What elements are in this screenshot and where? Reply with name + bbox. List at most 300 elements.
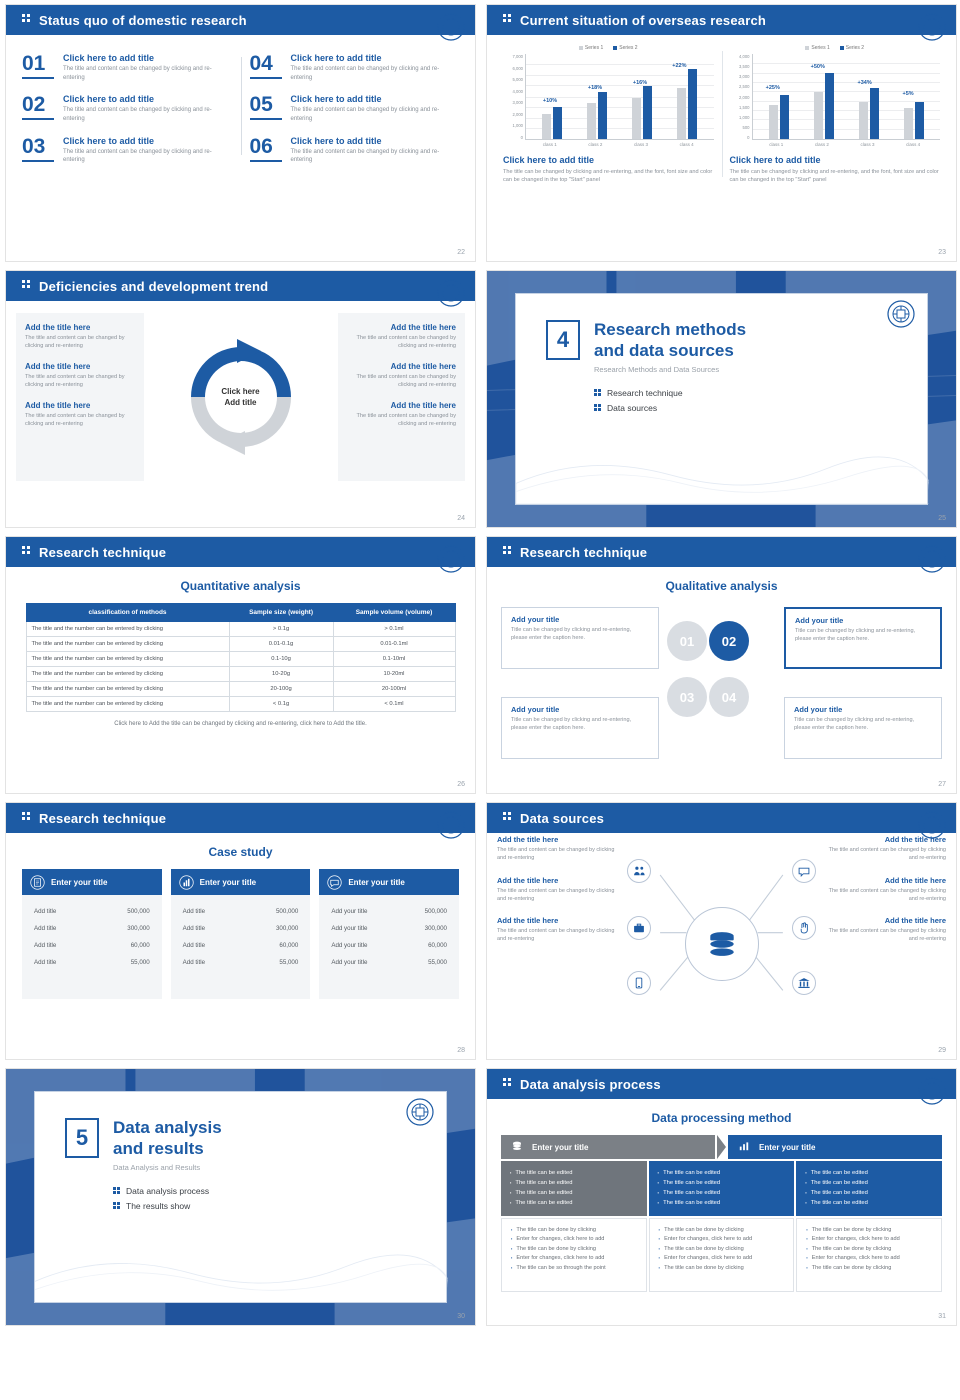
chart-icon <box>179 875 194 890</box>
bullet-item[interactable] <box>594 388 897 398</box>
y-tick: 500 <box>742 124 750 130</box>
text-block[interactable] <box>25 401 135 429</box>
slide-header <box>6 271 475 301</box>
bullet-dots-icon <box>594 404 601 412</box>
circle-number: 02 <box>721 633 737 649</box>
column-header: Sample size (weight) <box>229 604 333 622</box>
slide-26 <box>5 536 476 794</box>
y-tick: 2,500 <box>739 84 750 90</box>
chart-caption <box>503 155 714 185</box>
hand-icon[interactable] <box>792 916 816 940</box>
x-axis <box>503 140 714 147</box>
list-item[interactable] <box>22 94 232 123</box>
item-title: Add the title here <box>884 916 946 925</box>
text-block[interactable] <box>347 401 457 429</box>
cell: The title and the number can be entered by clicking <box>26 652 229 667</box>
list-item: ▪ The title can be edited <box>805 1178 933 1188</box>
people-icon[interactable] <box>627 859 651 883</box>
chat-icon <box>327 875 342 890</box>
chart-left <box>495 45 722 185</box>
left-column <box>16 313 144 481</box>
legend-label: Series 1 <box>811 45 830 51</box>
cycle-ring-graphic <box>177 333 305 461</box>
item-number: 01 <box>22 53 54 79</box>
block-desc: The title and content can be changed by clicking and re-entering <box>356 412 456 427</box>
step-circle-01[interactable] <box>667 621 707 661</box>
card-row <box>181 937 301 954</box>
box-title: Add your title <box>511 705 560 714</box>
card-row <box>329 920 449 937</box>
list-item: ▪ The title can be done by clicking <box>511 1245 637 1255</box>
y-axis <box>730 54 752 140</box>
caption-desc: The title can be changed by clicking and re-entering, and the font, font size and color can be changed in the top "Start" panel <box>503 169 713 184</box>
page-number: 29 <box>938 1047 946 1054</box>
page-title: Research technique <box>520 544 648 560</box>
header-dots-icon <box>22 546 32 558</box>
row-value: 55,000 <box>130 959 150 966</box>
database-icon <box>685 907 759 981</box>
list-item[interactable] <box>250 94 460 123</box>
legend-label: Series 2 <box>845 45 865 51</box>
bar-group <box>859 54 879 139</box>
text-block[interactable] <box>25 323 135 351</box>
cell: The title and the number can be entered by clicking <box>26 622 229 637</box>
text-block[interactable] <box>347 323 457 351</box>
step-circle-03[interactable] <box>667 677 707 717</box>
x-tick: class 2 <box>814 142 829 147</box>
block-title: Add the title here <box>390 361 456 371</box>
slide-header <box>487 1069 956 1099</box>
list-item: ▪ The title can be edited <box>805 1198 933 1208</box>
item-desc: The title and content can be changed by clicking and re-entering <box>290 148 440 164</box>
slide-22 <box>5 4 476 262</box>
y-tick: 4,000 <box>512 88 523 94</box>
legend-label: Series 2 <box>619 45 638 51</box>
page-number: 23 <box>938 249 946 256</box>
cell: < 0.1g <box>229 697 333 712</box>
slide-25 <box>486 270 957 528</box>
qual-box-03[interactable] <box>501 697 659 759</box>
list-item[interactable] <box>250 136 460 165</box>
header-dots-icon <box>503 812 513 824</box>
item-title: Click here to add title <box>290 53 382 63</box>
process-header-row <box>501 1135 942 1159</box>
x-tick: class 3 <box>860 142 875 147</box>
card-row <box>32 903 152 920</box>
cell: > 0.1g <box>229 622 333 637</box>
block-title: Add the title here <box>25 323 91 332</box>
bar-label: +10% <box>542 98 558 105</box>
list-item: ▪ The title can be edited <box>510 1188 638 1198</box>
row-label: Add your title <box>331 925 368 932</box>
bullet-item[interactable] <box>594 403 897 413</box>
chat-icon[interactable] <box>792 859 816 883</box>
page-number: 25 <box>938 515 946 522</box>
row-label: Add title <box>34 925 57 932</box>
list-item: ▪ The title can be edited <box>658 1188 786 1198</box>
list-item: ▪ Enter for changes, click here to add <box>659 1235 785 1245</box>
row-value: 300,000 <box>275 925 299 932</box>
x-tick: class 3 <box>634 142 649 147</box>
slide-31 <box>486 1068 957 1326</box>
quantitative-table <box>26 603 456 712</box>
row-label: Add title <box>182 959 206 966</box>
list-item: ▪ The title can be done by clicking <box>806 1226 932 1236</box>
block-title: Add the title here <box>25 400 91 410</box>
section-title-line2: and data sources <box>594 340 734 360</box>
list-item: ▪ The title can be edited <box>658 1168 786 1178</box>
item-desc: The title and content can be changed by clicking and re-entering <box>290 107 440 123</box>
page-title: Deficiencies and development trend <box>39 278 269 294</box>
row-label: Add your title <box>331 959 368 966</box>
y-tick: 0 <box>747 135 750 140</box>
source-item[interactable] <box>822 916 946 944</box>
list-item[interactable] <box>22 53 232 82</box>
item-title: Add the title here <box>884 875 946 885</box>
process-header-2[interactable] <box>728 1135 942 1159</box>
process-header-1[interactable] <box>501 1135 715 1159</box>
table-row[interactable] <box>26 652 455 667</box>
page-title: Data sources <box>520 810 605 826</box>
table-row[interactable] <box>26 667 455 682</box>
header-dots-icon <box>503 14 513 26</box>
list-item: ▪ The title can be done by clicking <box>659 1245 785 1255</box>
slide-24 <box>5 270 476 528</box>
page-title: Status quo of domestic research <box>39 12 247 28</box>
list-item: ▪ Enter for changes, click here to add <box>659 1254 785 1264</box>
header-dots-icon <box>503 546 513 558</box>
list-item: ▪ The title can be edited <box>658 1198 786 1208</box>
slide-header <box>6 803 475 833</box>
footer-col-2 <box>649 1218 795 1292</box>
block-desc: The title and content can be changed by clicking and re-entering <box>25 412 125 427</box>
card-row <box>181 920 301 937</box>
card-row <box>329 937 449 954</box>
x-tick: class 1 <box>769 142 784 147</box>
section-heading: Quantitative analysis <box>180 579 301 593</box>
slide-header <box>487 537 956 567</box>
y-tick: 2,000 <box>512 111 523 117</box>
brand-logo-icon <box>437 545 465 573</box>
card-header-label: Enter your title <box>199 877 257 887</box>
case-card-1[interactable] <box>22 869 162 999</box>
mobile-icon[interactable] <box>627 971 651 995</box>
section-bullets <box>594 388 897 413</box>
column-header: Sample volume (volume) <box>333 604 455 622</box>
card-header-label: Enter your title <box>348 877 405 887</box>
y-tick: 7,000 <box>512 54 523 59</box>
bullet-label: The results show <box>126 1201 191 1212</box>
chart-legend <box>503 45 714 51</box>
y-axis <box>503 54 525 140</box>
process-col-3 <box>796 1161 942 1216</box>
cell: 20-100g <box>229 682 333 697</box>
cover-card <box>34 1091 447 1303</box>
section-heading: Data processing method <box>651 1111 792 1125</box>
slide-28 <box>5 802 476 1060</box>
item-number: 05 <box>250 94 282 120</box>
list-item: ▪ The title can be done by clicking <box>806 1245 932 1255</box>
bullet-dots-icon <box>594 389 601 397</box>
slide-29 <box>486 802 957 1060</box>
table-row[interactable] <box>26 697 455 712</box>
list-item: ▪ The title can be done by clicking <box>806 1264 932 1274</box>
x-axis <box>730 140 941 147</box>
legend-label: Series 1 <box>584 45 604 51</box>
cell: The title and the number can be entered by clicking <box>26 667 229 682</box>
section-cover <box>487 271 956 527</box>
circle-number: 04 <box>721 689 737 705</box>
process-col-1 <box>501 1161 647 1216</box>
circle-number: 03 <box>679 689 695 705</box>
cell: 10-20ml <box>333 667 455 682</box>
column-header: classification of methods <box>26 604 229 622</box>
row-value: 500,000 <box>127 908 150 915</box>
bar-label: +5% <box>902 91 914 98</box>
row-label: Add title <box>34 942 57 949</box>
source-item[interactable] <box>497 876 621 904</box>
list-item: ▪ The title can be edited <box>805 1188 933 1198</box>
bar-group <box>769 54 789 139</box>
bar-label: +16% <box>632 79 648 86</box>
source-item[interactable] <box>822 835 946 863</box>
right-column <box>338 313 466 481</box>
bar-label: +22% <box>672 62 687 69</box>
item-title: Click here to add title <box>63 53 155 63</box>
block-desc: The title and content can be changed by clicking and re-entering <box>25 335 125 350</box>
center-line-1: Click here <box>221 386 260 396</box>
slide-header <box>487 803 956 833</box>
cover-heading-row <box>65 1118 416 1172</box>
wave-decoration <box>516 442 929 504</box>
section-bullets <box>113 1186 416 1211</box>
card-row <box>329 954 449 971</box>
section-heading: Case study <box>208 845 273 859</box>
page-number: 30 <box>457 1313 465 1320</box>
cell: The title and the number can be entered by clicking <box>26 637 229 652</box>
page-number: 24 <box>457 515 465 522</box>
cell: > 0.1ml <box>333 622 455 637</box>
bar-label: +18% <box>587 84 603 91</box>
process-col-2 <box>649 1161 795 1216</box>
item-title: Add the title here <box>497 916 559 925</box>
chart-right <box>722 45 949 185</box>
list-item: ▪ The title can be done by clicking <box>511 1226 637 1236</box>
box-desc: Title can be changed by clicking and re-entering, please enter the caption here. <box>795 628 916 643</box>
list-item[interactable] <box>250 53 460 82</box>
section-number: 5 <box>65 1118 99 1158</box>
qualitative-diagram <box>501 603 942 783</box>
x-tick: class 2 <box>588 142 603 147</box>
card-row <box>181 954 301 971</box>
item-title: Add the title here <box>497 875 559 885</box>
item-title: Click here to add title <box>63 94 155 105</box>
section-title-line1: Research methods <box>594 320 747 339</box>
list-item: ▪ Enter for changes, click here to add <box>511 1254 637 1264</box>
slide-header <box>6 5 475 35</box>
item-number: 06 <box>250 136 282 162</box>
x-tick: class 4 <box>679 142 694 147</box>
row-value: 300,000 <box>127 925 150 932</box>
box-desc: Title can be changed by clicking and re-entering, please enter the caption here. <box>794 717 915 732</box>
item-desc: The title and content can be changed by clicking and re-entering <box>828 887 946 902</box>
box-title: Add your title <box>795 616 844 625</box>
bullet-item[interactable] <box>113 1186 416 1196</box>
plot-canvas <box>752 54 941 140</box>
cell: 0.01-0.1g <box>229 637 333 652</box>
source-item[interactable] <box>822 876 946 904</box>
block-desc: The title and content can be changed by clicking and re-entering <box>25 373 125 389</box>
text-block[interactable] <box>25 362 135 390</box>
section-title <box>113 1118 222 1159</box>
section-title-line1: Data analysis <box>113 1118 222 1137</box>
list-item[interactable] <box>22 136 232 165</box>
card-body <box>22 895 162 999</box>
case-card-3[interactable] <box>319 869 459 999</box>
qual-box-01[interactable] <box>501 607 659 669</box>
section-cover <box>6 1069 475 1325</box>
cell: < 0.1ml <box>333 697 455 712</box>
bar-group <box>632 54 652 139</box>
item-desc: The title and content can be changed by clicking and re-entering <box>497 887 615 902</box>
case-cards <box>6 869 475 999</box>
item-number: 02 <box>22 94 54 120</box>
item-number: 04 <box>250 53 282 79</box>
page-number: 22 <box>457 249 465 256</box>
box-desc: Title can be changed by clicking and re-entering, please enter the caption here. <box>511 717 632 732</box>
item-desc: The title and content can be changed by clicking and re-entering <box>828 847 946 862</box>
list-item: ▪ The title can be edited <box>658 1178 786 1188</box>
briefcase-icon[interactable] <box>627 916 651 940</box>
row-value: 500,000 <box>275 908 299 915</box>
y-tick: 6,000 <box>512 65 523 71</box>
item-desc: The title and content can be changed by clicking and re-entering <box>63 107 212 123</box>
header-label: Enter your title <box>532 1142 589 1152</box>
page-number: 26 <box>457 781 465 788</box>
step-circle-04[interactable] <box>709 677 749 717</box>
cell: The title and the number can be entered by clicking <box>26 682 229 697</box>
case-card-2[interactable] <box>171 869 311 999</box>
y-tick: 3,000 <box>739 74 750 80</box>
item-title: Add the title here <box>884 835 946 844</box>
card-header <box>319 869 459 895</box>
section-number: 4 <box>546 320 580 360</box>
item-desc: The title and content can be changed by clicking and re-entering <box>290 66 440 81</box>
row-value: 300,000 <box>424 925 447 932</box>
block-title: Add the title here <box>390 400 456 410</box>
card-row <box>32 937 152 954</box>
card-row <box>329 903 449 920</box>
charts-row <box>487 35 956 195</box>
cell: 0.01-0.1ml <box>333 637 455 652</box>
bar-label: +50% <box>810 64 825 71</box>
center-line-2: Add title <box>224 398 257 407</box>
row-value: 60,000 <box>279 942 299 949</box>
table-header-row <box>26 604 455 622</box>
table-row[interactable] <box>26 682 455 697</box>
cell: 20-100ml <box>333 682 455 697</box>
data-sources-diagram <box>487 833 956 1023</box>
qual-box-04[interactable] <box>784 697 942 759</box>
cell: 0.1-10g <box>229 652 333 667</box>
database-icon <box>511 1140 526 1155</box>
card-header <box>171 869 311 895</box>
cell: 10-20g <box>229 667 333 682</box>
y-tick: 1,000 <box>512 123 523 129</box>
item-title: Click here to add title <box>290 94 382 105</box>
list-item: ▪ The title can be edited <box>510 1168 638 1178</box>
slide-27 <box>486 536 957 794</box>
table-row[interactable] <box>26 622 455 637</box>
section-heading: Qualitative analysis <box>665 579 778 593</box>
card-header <box>22 869 162 895</box>
caption-title: Click here to add title <box>503 155 595 165</box>
bullet-label: Research technique <box>607 388 683 399</box>
header-dots-icon <box>22 812 32 824</box>
row-label: Add title <box>182 925 206 932</box>
y-tick: 0 <box>520 134 523 140</box>
brand-logo-icon <box>437 279 465 307</box>
page-number: 27 <box>938 781 946 788</box>
slide-header <box>6 537 475 567</box>
plot-area <box>503 54 714 140</box>
source-item[interactable] <box>497 916 621 944</box>
row-value: 55,000 <box>428 959 447 966</box>
arrow-icon <box>717 1135 726 1159</box>
item-title: Add the title here <box>497 835 559 844</box>
header-label: Enter your title <box>759 1142 816 1152</box>
item-number: 03 <box>22 136 54 162</box>
item-desc: The title and content can be changed by clicking and re-entering <box>828 928 946 943</box>
caption-desc: The title can be changed by clicking and re-entering, and the font, font size and color can be changed in the top "Start" panel <box>729 169 939 184</box>
bullet-label: Data sources <box>607 403 658 414</box>
x-tick: class 4 <box>906 142 921 147</box>
list-item: ▪ The title can be done by clicking <box>659 1226 785 1236</box>
qual-box-02[interactable] <box>784 607 942 669</box>
list-item: ▪ Enter for changes, click here to add <box>511 1235 637 1245</box>
page-title: Research technique <box>39 544 167 560</box>
caption-title: Click here to add title <box>729 155 821 165</box>
bar-group <box>542 54 562 139</box>
process-footer-row <box>501 1218 942 1292</box>
item-desc: The title and content can be changed by clicking and re-entering <box>497 928 615 943</box>
section-subtitle: Data Analysis and Results <box>113 1163 201 1173</box>
wave-decoration <box>35 1240 448 1302</box>
slide-header <box>487 5 956 35</box>
footer-col-1 <box>501 1218 647 1292</box>
circle-number: 01 <box>679 633 695 649</box>
y-tick: 2,000 <box>739 94 750 100</box>
cycle-center <box>148 313 334 481</box>
source-item[interactable] <box>497 835 621 863</box>
step-circle-02[interactable] <box>709 621 749 661</box>
item-desc: The title and content can be changed by clicking and re-entering <box>63 66 212 81</box>
bullet-item[interactable] <box>113 1201 416 1211</box>
page-title: Research technique <box>39 810 167 826</box>
text-block[interactable] <box>347 362 457 390</box>
page-title: Data analysis process <box>520 1076 661 1092</box>
section-title <box>594 320 746 361</box>
block-desc: The title and content can be changed by clicking and re-entering <box>356 335 456 350</box>
brand-logo-icon <box>887 300 915 328</box>
page-number: 31 <box>938 1313 946 1320</box>
y-tick: 1,500 <box>739 104 750 110</box>
block-desc: The title and content can be changed by clicking and re-entering <box>356 373 456 389</box>
table-row[interactable] <box>26 637 455 652</box>
bank-icon[interactable] <box>792 971 816 995</box>
row-label: Add title <box>182 942 206 949</box>
section-subtitle: Research Methods and Data Sources <box>594 365 720 375</box>
